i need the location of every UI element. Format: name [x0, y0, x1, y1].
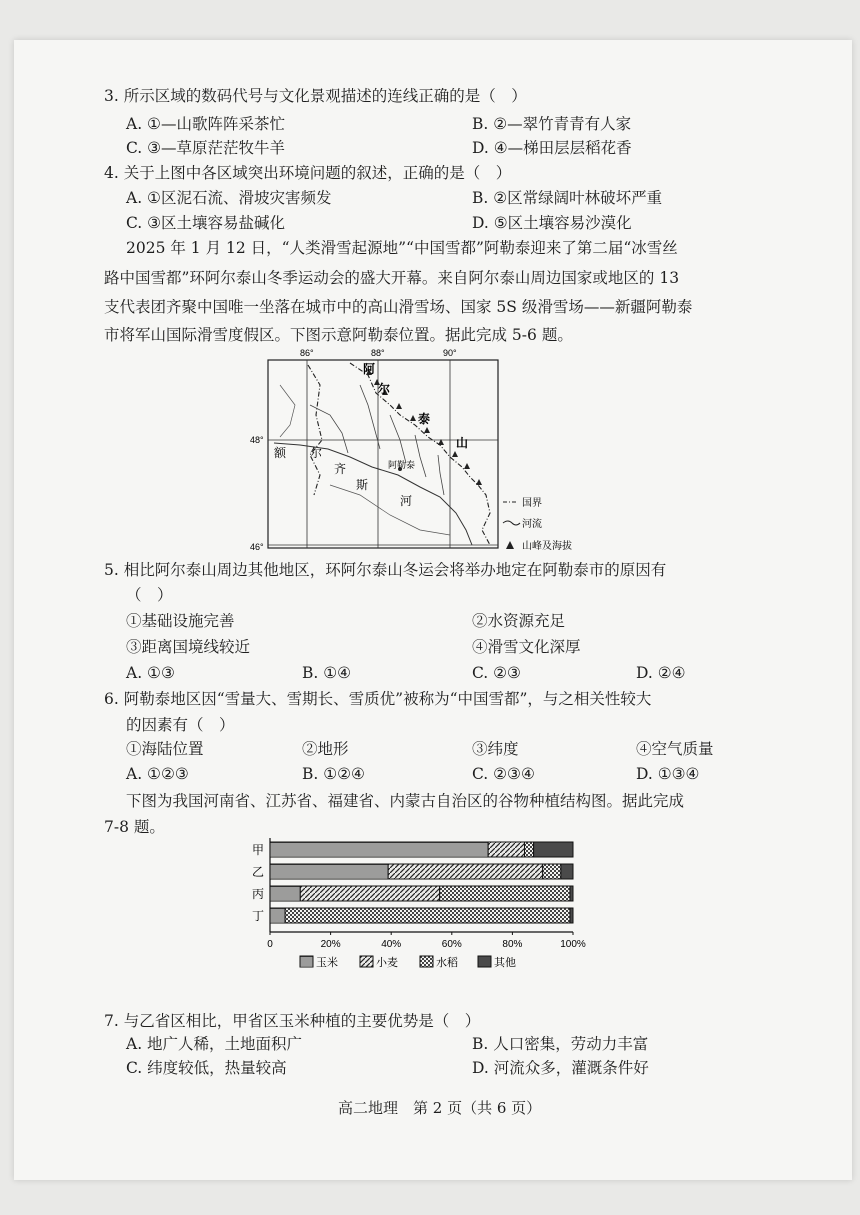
- q6-item4: ④空气质量: [636, 740, 714, 758]
- bar-segment: [270, 908, 285, 923]
- passage1-line4: 市将军山国际滑雪度假区。下图示意阿勒泰位置。据此完成 5-6 题。: [104, 326, 573, 344]
- q5-item1: ①基础设施完善: [126, 612, 235, 630]
- q6-item2: ②地形: [302, 740, 349, 758]
- crop-structure-chart: [250, 838, 590, 994]
- bar-segment: [440, 886, 570, 901]
- altay-location-map: [250, 345, 590, 560]
- lon-label-88: 88°: [371, 348, 385, 358]
- q5-option-b: B. ①④: [302, 664, 352, 682]
- lon-label-86: 86°: [300, 348, 314, 358]
- label-shan: 山: [456, 436, 469, 450]
- passage1-line2: 路中国雪都”环阿尔泰山冬季运动会的盛大开幕。来自阿尔泰山周边国家或地区的 13: [104, 269, 680, 287]
- q3-stem: 3. 所示区域的数码代号与文化景观描述的连线正确的是（ ）: [104, 87, 527, 105]
- q5-item3: ③距离国境线较近: [126, 638, 251, 656]
- chart-bars: [270, 842, 573, 923]
- q5-stem-paren: （ ）: [126, 586, 173, 604]
- q4-option-c: C. ③区土壤容易盐碱化: [126, 214, 286, 232]
- q5-option-a: A. ①③: [126, 664, 175, 682]
- q7-stem: 7. 与乙省区相比，甲省区玉米种植的主要优势是（ ）: [104, 1012, 481, 1030]
- x-tick-label: 60%: [441, 939, 462, 950]
- x-tick-label: 40%: [381, 939, 402, 950]
- lat-label-48: 48°: [250, 435, 264, 445]
- bar-segment: [570, 908, 573, 923]
- bar-segment: [525, 842, 534, 857]
- label-qi: 齐: [334, 462, 347, 476]
- q5-option-d: D. ②④: [636, 664, 686, 682]
- page-footer: 高二地理 第 2 页（共 6 页）: [338, 1099, 542, 1117]
- chart-legend: [300, 955, 516, 969]
- legend-label: 水稻: [436, 956, 458, 969]
- q5-item2: ②水资源充足: [472, 612, 566, 630]
- x-tick-label: 20%: [320, 939, 341, 950]
- q3-option-d: D. ④—梯田层层稻花香: [472, 139, 632, 157]
- q5-item4: ④滑雪文化深厚: [472, 638, 581, 656]
- bar-segment: [570, 886, 573, 901]
- bar-segment: [270, 886, 300, 901]
- q7-option-b: B. 人口密集，劳动力丰富: [472, 1035, 649, 1053]
- map-legend: [503, 497, 572, 552]
- lat-label-46: 46°: [250, 542, 264, 552]
- label-he: 河: [400, 494, 413, 508]
- label-si: 斯: [356, 478, 369, 492]
- q6-stem: 6. 阿勒泰地区因“雪量大、雪期长、雪质优”被称为“中国雪都”，与之相关性较大: [104, 690, 652, 708]
- legend-swatch: [360, 956, 373, 967]
- q6-stem-line2: 的因素有（ ）: [126, 716, 235, 734]
- legend-swatch: [478, 956, 491, 967]
- q3-option-a: A. ①—山歌阵阵采茶忙: [126, 115, 285, 133]
- label-er1: 尔: [378, 382, 391, 396]
- category-label: 丙: [252, 887, 265, 901]
- legend-border: 国界: [522, 498, 542, 509]
- q6-option-a: A. ①②③: [126, 765, 189, 783]
- q7-option-c: C. 纬度较低，热量较高: [126, 1059, 287, 1077]
- legend-label: 其他: [494, 956, 516, 969]
- lon-label-90: 90°: [443, 348, 457, 358]
- altay-city-label: 阿勒泰: [388, 461, 416, 471]
- label-er2: 尔: [310, 446, 323, 460]
- q6-item1: ①海陆位置: [126, 740, 204, 758]
- bar-segment: [488, 842, 524, 857]
- q7-option-a: A. 地广人稀，土地面积广: [126, 1035, 303, 1053]
- x-tick-label: 80%: [502, 939, 523, 950]
- bar-segment: [561, 864, 573, 879]
- q4-option-b: B. ②区常绿阔叶林破坏严重: [472, 189, 663, 207]
- bar-segment: [388, 864, 543, 879]
- label-tai: 泰: [418, 412, 431, 426]
- bar-segment: [285, 908, 570, 923]
- bar-segment: [534, 842, 573, 857]
- q6-item3: ③纬度: [472, 740, 519, 758]
- passage1-line1: 2025 年 1 月 12 日，“人类滑雪起源地”“中国雪都”阿勒泰迎来了第二届“冰雪丝: [126, 239, 678, 257]
- q6-option-d: D. ①③④: [636, 765, 700, 783]
- q5-stem: 5. 相比阿尔泰山周边其他地区，环阿尔泰山冬运会将举办地定在阿勒泰市的原因有: [104, 561, 667, 579]
- category-label: 甲: [252, 843, 265, 857]
- category-label: 丁: [252, 909, 265, 923]
- chart-ticks: [267, 932, 586, 950]
- x-tick-label: 100%: [560, 939, 586, 950]
- passage1-line3: 支代表团齐聚中国唯一坐落在城市中的高山滑雪场、国家 5S 级滑雪场——新疆阿勒泰: [104, 298, 693, 316]
- q4-option-d: D. ⑤区土壤容易沙漠化: [472, 214, 632, 232]
- q3-option-c: C. ③—草原茫茫牧牛羊: [126, 139, 286, 157]
- label-e: 额: [274, 446, 287, 460]
- q6-option-c: C. ②③④: [472, 765, 535, 783]
- legend-swatch: [420, 956, 433, 967]
- bar-segment: [543, 864, 561, 879]
- bar-segment: [270, 864, 388, 879]
- q3-option-b: B. ②—翠竹青青有人家: [472, 115, 632, 133]
- passage2-line2: 7-8 题。: [104, 818, 165, 836]
- x-tick-label: 0: [267, 939, 273, 950]
- label-a: 阿: [363, 362, 376, 376]
- legend-river: 河流: [522, 519, 542, 530]
- category-label: 乙: [252, 865, 265, 879]
- legend-swatch: [300, 956, 313, 967]
- passage2-line1: 下图为我国河南省、江苏省、福建省、内蒙古自治区的谷物种植结构图。据此完成: [126, 792, 685, 810]
- q4-option-a: A. ①区泥石流、滑坡灾害频发: [126, 189, 332, 207]
- bar-segment: [270, 842, 488, 857]
- q7-option-d: D. 河流众多，灌溉条件好: [472, 1059, 649, 1077]
- legend-peak: 山峰及海拔: [522, 541, 572, 552]
- legend-label: 小麦: [376, 956, 398, 969]
- q4-stem: 4. 关于上图中各区域突出环境问题的叙述，正确的是（ ）: [104, 164, 512, 182]
- legend-label: 玉米: [316, 956, 338, 969]
- q6-option-b: B. ①②④: [302, 765, 365, 783]
- bar-segment: [300, 886, 439, 901]
- q5-option-c: C. ②③: [472, 664, 521, 682]
- chart-labels: [252, 843, 264, 923]
